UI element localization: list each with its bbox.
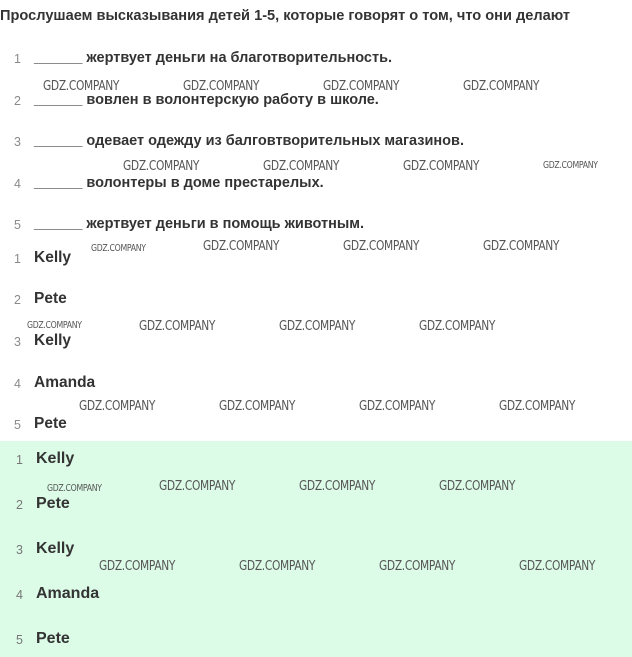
answer-number: 5 bbox=[14, 418, 21, 432]
statement-number: 2 bbox=[14, 94, 21, 108]
answer-number: 3 bbox=[16, 543, 23, 557]
answer-name: Pete bbox=[34, 415, 67, 432]
answer-highlight-panel bbox=[0, 441, 632, 657]
watermark: GDZ.COMPANY bbox=[359, 399, 436, 414]
watermark: GDZ.COMPANY bbox=[323, 79, 400, 94]
statement-text: ______ вовлен в волонтерскую работу в школе. bbox=[34, 92, 379, 108]
watermark: GDZ.COMPANY bbox=[79, 399, 156, 414]
answer-number: 2 bbox=[16, 498, 23, 512]
watermark: GDZ.COMPANY bbox=[99, 559, 176, 574]
watermark: GDZ.COMPANY bbox=[91, 243, 146, 254]
watermark: GDZ.COMPANY bbox=[439, 479, 516, 494]
watermark: GDZ.COMPANY bbox=[403, 159, 480, 174]
watermark: GDZ.COMPANY bbox=[463, 79, 540, 94]
watermark: GDZ.COMPANY bbox=[299, 479, 376, 494]
statement-text: ______ жертвует деньги на благотворительность. bbox=[34, 50, 393, 66]
answer-number: 4 bbox=[16, 588, 23, 602]
statement-number: 1 bbox=[14, 52, 21, 66]
statement-text: ______ жертвует деньги в помощь животным. bbox=[34, 216, 365, 232]
watermark: GDZ.COMPANY bbox=[379, 559, 456, 574]
watermark: GDZ.COMPANY bbox=[419, 319, 496, 334]
answer-name: Kelly bbox=[36, 450, 75, 467]
statement-text: ______ одевает одежду из балговтворительных магазинов. bbox=[34, 133, 464, 149]
statement-text: ______ волонтеры в доме престарелых. bbox=[34, 175, 324, 191]
answer-name: Amanda bbox=[36, 585, 100, 602]
watermark: GDZ.COMPANY bbox=[123, 159, 200, 174]
answer-name: Pete bbox=[36, 630, 70, 647]
watermark: GDZ.COMPANY bbox=[219, 399, 296, 414]
answer-number: 1 bbox=[16, 453, 23, 467]
answer-number: 3 bbox=[14, 335, 21, 349]
watermark: GDZ.COMPANY bbox=[343, 239, 420, 254]
answer-name: Kelly bbox=[36, 540, 75, 557]
statement-number: 4 bbox=[14, 177, 21, 191]
watermark: GDZ.COMPANY bbox=[543, 160, 598, 171]
watermark: GDZ.COMPANY bbox=[183, 79, 260, 94]
watermark: GDZ.COMPANY bbox=[159, 479, 236, 494]
statement-number: 5 bbox=[14, 218, 21, 232]
task-title: Прослушаем высказывания детей 1-5, которые говорят о том, что они делают bbox=[0, 8, 571, 24]
watermark: GDZ.COMPANY bbox=[279, 319, 356, 334]
watermark: GDZ.COMPANY bbox=[263, 159, 340, 174]
answer-name: Pete bbox=[36, 495, 70, 512]
answer-number: 2 bbox=[14, 293, 21, 307]
answer-name: Pete bbox=[34, 290, 67, 307]
watermark: GDZ.COMPANY bbox=[47, 483, 102, 494]
answer-number: 5 bbox=[16, 633, 23, 647]
answer-name: Amanda bbox=[34, 374, 96, 391]
watermark: GDZ.COMPANY bbox=[43, 79, 120, 94]
watermark: GDZ.COMPANY bbox=[203, 239, 280, 254]
statement-number: 3 bbox=[14, 135, 21, 149]
watermark: GDZ.COMPANY bbox=[483, 239, 560, 254]
answer-number: 1 bbox=[14, 252, 21, 266]
watermark: GDZ.COMPANY bbox=[139, 319, 216, 334]
watermark: GDZ.COMPANY bbox=[27, 320, 82, 331]
watermark: GDZ.COMPANY bbox=[239, 559, 316, 574]
watermark: GDZ.COMPANY bbox=[499, 399, 576, 414]
answer-name: Kelly bbox=[34, 249, 72, 266]
answer-name: Kelly bbox=[34, 332, 72, 349]
answer-number: 4 bbox=[14, 377, 21, 391]
watermark: GDZ.COMPANY bbox=[519, 559, 596, 574]
